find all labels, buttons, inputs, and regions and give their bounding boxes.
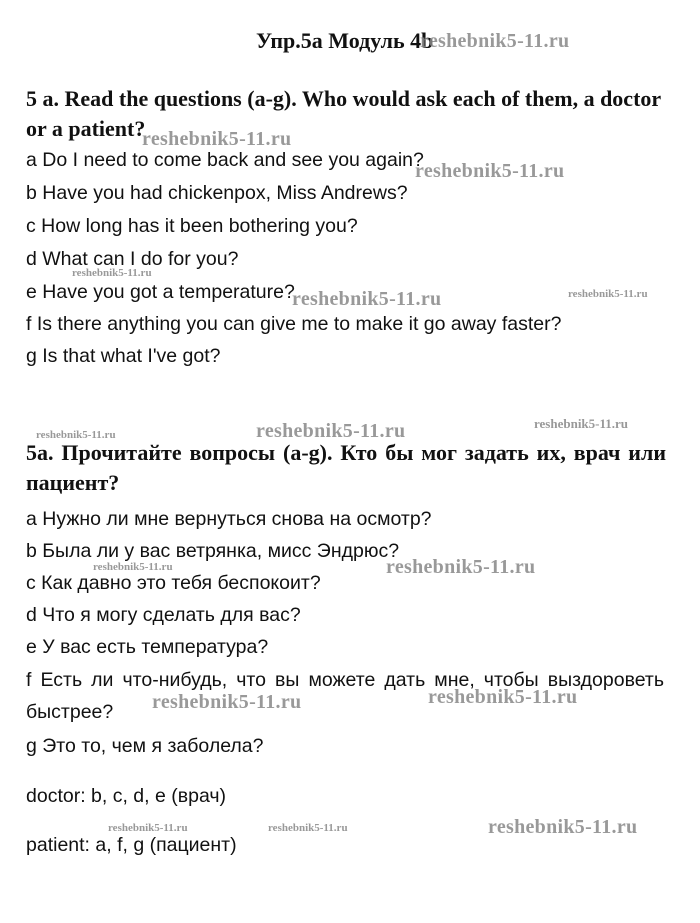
russian-task-heading: 5a. Прочитайте вопросы (a-g). Кто бы мог задать их, врач или пациент? [26,440,666,495]
watermark: reshebnik5-11.ru [142,128,292,150]
watermark: reshebnik5-11.ru [420,30,570,52]
english-question-d: d What can I do for you? [26,248,239,270]
watermark: reshebnik5-11.ru [152,691,302,713]
english-question-c: c How long has it been bothering you? [26,215,358,237]
watermark: reshebnik5-11.ru [292,288,442,310]
answer-patient: patient: a, f, g (пациент) [26,834,237,856]
english-question-f: f Is there anything you can give me to make it go away faster? [26,313,562,335]
watermark: reshebnik5-11.ru [268,822,348,834]
english-question-b: b Have you had chickenpox, Miss Andrews? [26,182,408,204]
watermark: reshebnik5-11.ru [428,686,578,708]
watermark: reshebnik5-11.ru [93,561,173,573]
watermark: reshebnik5-11.ru [72,267,152,279]
russian-question-e: e У вас есть температура? [26,636,269,658]
english-question-a: a Do I need to come back and see you again? [26,149,424,171]
page-title: Упр.5а Модуль 4b [256,28,434,53]
watermark: reshebnik5-11.ru [108,822,188,834]
russian-question-c: c Как давно это тебя беспокоит? [26,572,321,594]
russian-question-f: f Есть ли что-нибудь, что вы можете дать мне, чтобы выздороветь быстрее? [26,669,664,723]
watermark: reshebnik5-11.ru [415,160,565,182]
watermark: reshebnik5-11.ru [488,816,638,838]
watermark: reshebnik5-11.ru [386,556,536,578]
watermark: reshebnik5-11.ru [256,420,406,442]
russian-question-a: a Нужно ли мне вернуться снова на осмотр? [26,508,432,530]
russian-question-b: b Была ли у вас ветрянка, мисс Эндрюс? [26,540,400,562]
watermark: reshebnik5-11.ru [36,429,116,441]
russian-question-g: g Это то, чем я заболела? [26,735,264,757]
english-question-e: e Have you got a temperature? [26,281,295,303]
english-task-heading: 5 a. Read the questions (a-g). Who would ask each of them, a doctor or a patient? [26,86,661,141]
watermark: reshebnik5-11.ru [568,288,648,300]
watermark: reshebnik5-11.ru [534,416,629,431]
english-question-g: g Is that what I've got? [26,345,221,367]
answer-doctor: doctor: b, c, d, e (врач) [26,785,227,807]
russian-question-d: d Что я могу сделать для вас? [26,604,301,626]
